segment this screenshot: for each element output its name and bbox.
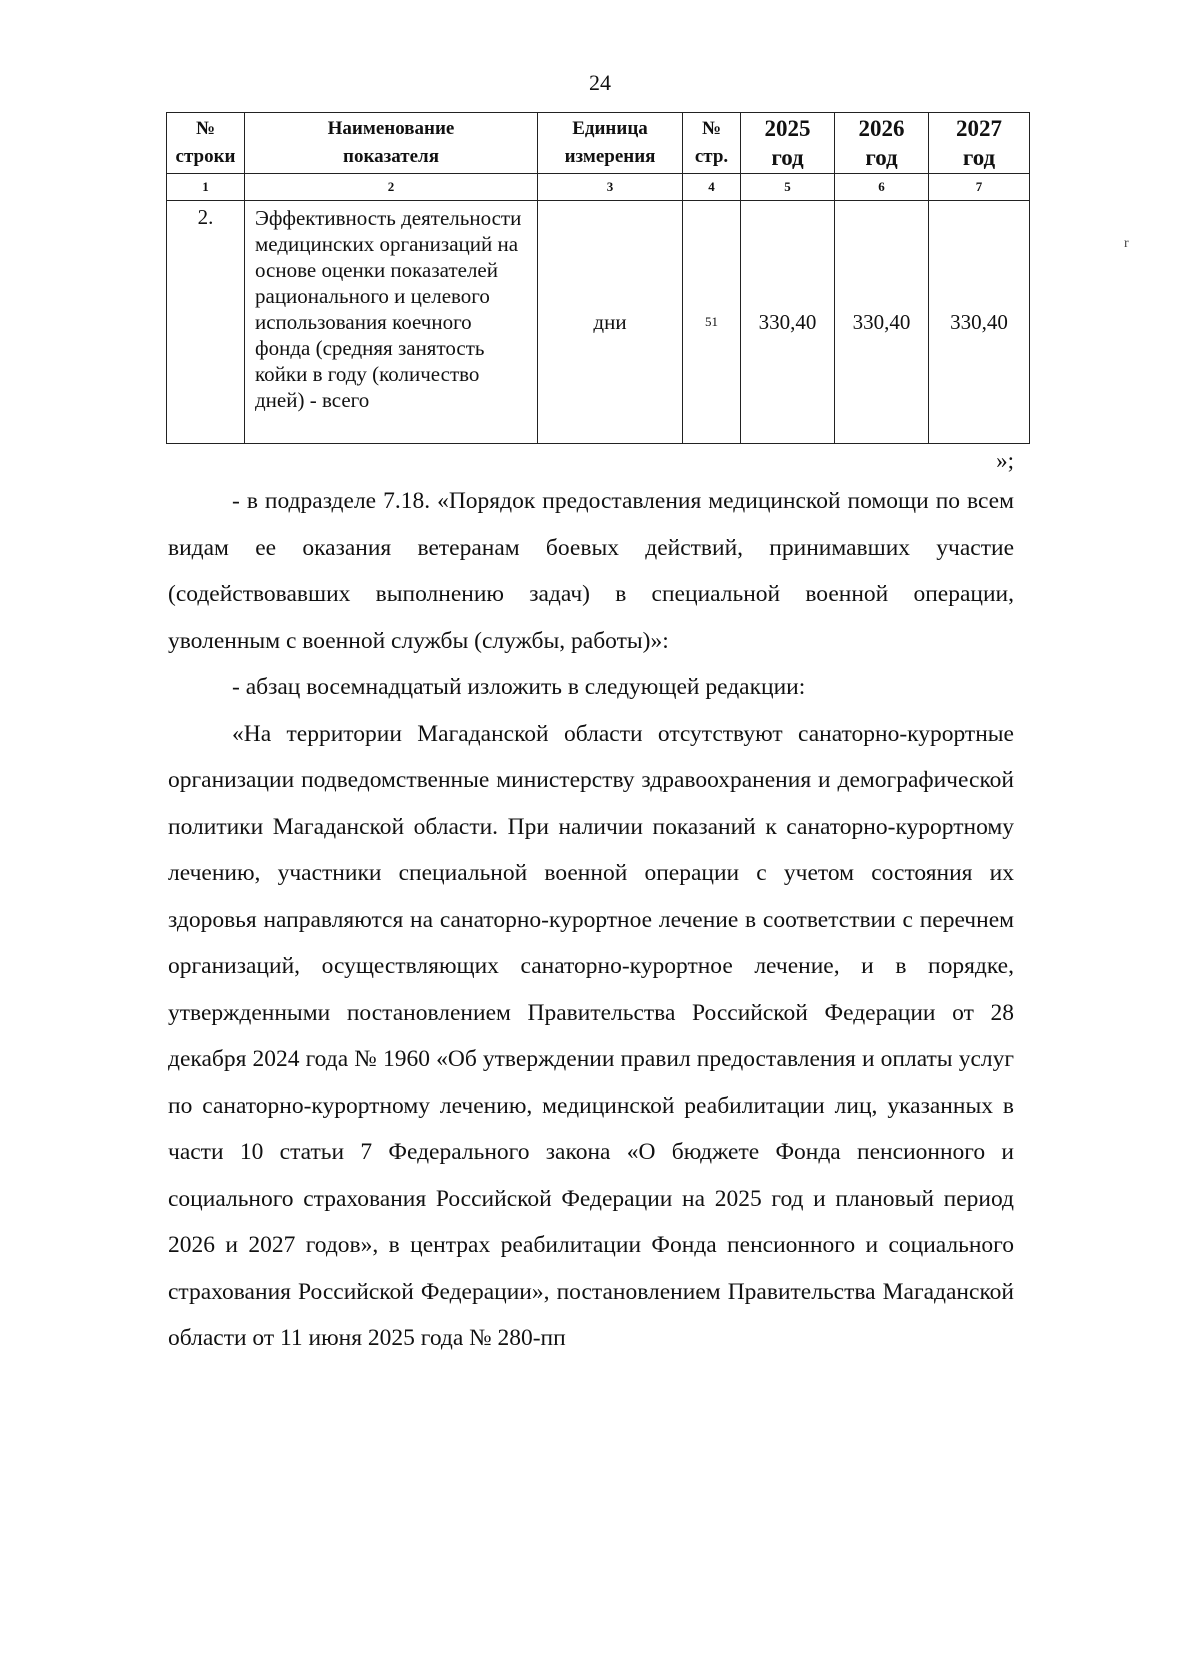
column-number: 7 [929, 174, 1030, 201]
paragraph: «На территории Магаданской области отсутствуют санаторно-курортные организации подведомственные министерству здравоохранения и демографической политики Магаданской области. При наличии показаний к санаторно-курортному лечению, участники специальной военной операции с учетом состояния их здоровья направляются на санаторно-курортное лечение в соответствии с перечнем организаций, осуществляющих санаторно-курортное лечение, и в порядке, утвержденными постановлением Правительства Российской Федерации от 28 декабря 2024 года № 1960 «Об утверждении правил предоставления и оплаты услуг по санаторно-курортному лечению, медицинской реабилитации лиц, указанных в части 10 статьи 7 Федерального закона «О бюджете Фонда пенсионного и социального страхования Российской Федерации на 2025 год и плановый период 2026 и 2027 годов», в центрах реабилитации Фонда пенсионного и социального страхования Российской Федерации», постановлением Правительства Магаданской области от 11 июня 2025 года № 280-пп [168, 720, 1014, 1351]
column-header: Наименование показателя [245, 113, 538, 174]
column-header: № стр. [683, 113, 741, 174]
column-number: 4 [683, 174, 741, 201]
column-header: Единица измерения [538, 113, 683, 174]
paragraph: - абзац восемнадцатый изложить в следующей редакции: [232, 674, 806, 700]
indicator-name-cell: Эффективность деятельности медицинских организаций на основе оценки показателей рационального и целевого использования коечного фонда (средняя занятость койки в году (количество дней) - всего [245, 201, 538, 444]
paragraph: - в подразделе 7.18. «Порядок предоставления медицинской помощи по всем видам ее оказания ветеранам боевых действий, принимавших участие (содействовавших выполнению задач) в специальной военной операции, уволенным с военной службы (службы, работы)»: [168, 488, 1014, 654]
column-header: № строки [167, 113, 245, 174]
value-2027-cell: 330,40 [929, 201, 1030, 444]
column-header: 2025 год [741, 113, 835, 174]
unit-cell: дни [538, 201, 683, 444]
column-header: 2026 год [835, 113, 929, 174]
table-body [167, 201, 1030, 444]
column-number: 3 [538, 174, 683, 201]
table-header-row [167, 113, 1030, 174]
row-number-cell: 2. [167, 201, 245, 444]
value-2026-cell: 330,40 [835, 201, 929, 444]
value-2025-cell: 330,40 [741, 201, 835, 444]
column-number: 6 [835, 174, 929, 201]
line-number-cell: 51 [683, 201, 741, 444]
column-header: 2027 год [929, 113, 1030, 174]
column-number: 2 [245, 174, 538, 201]
margin-mark: r [1124, 236, 1129, 251]
page-number: 24 [589, 70, 611, 95]
body-text [168, 478, 1014, 1362]
indicator-table [166, 112, 1030, 444]
table-row [167, 201, 1030, 444]
table-closing-quote: »; [996, 448, 1014, 473]
column-number-row [167, 174, 1030, 201]
column-number: 5 [741, 174, 835, 201]
column-number: 1 [167, 174, 245, 201]
